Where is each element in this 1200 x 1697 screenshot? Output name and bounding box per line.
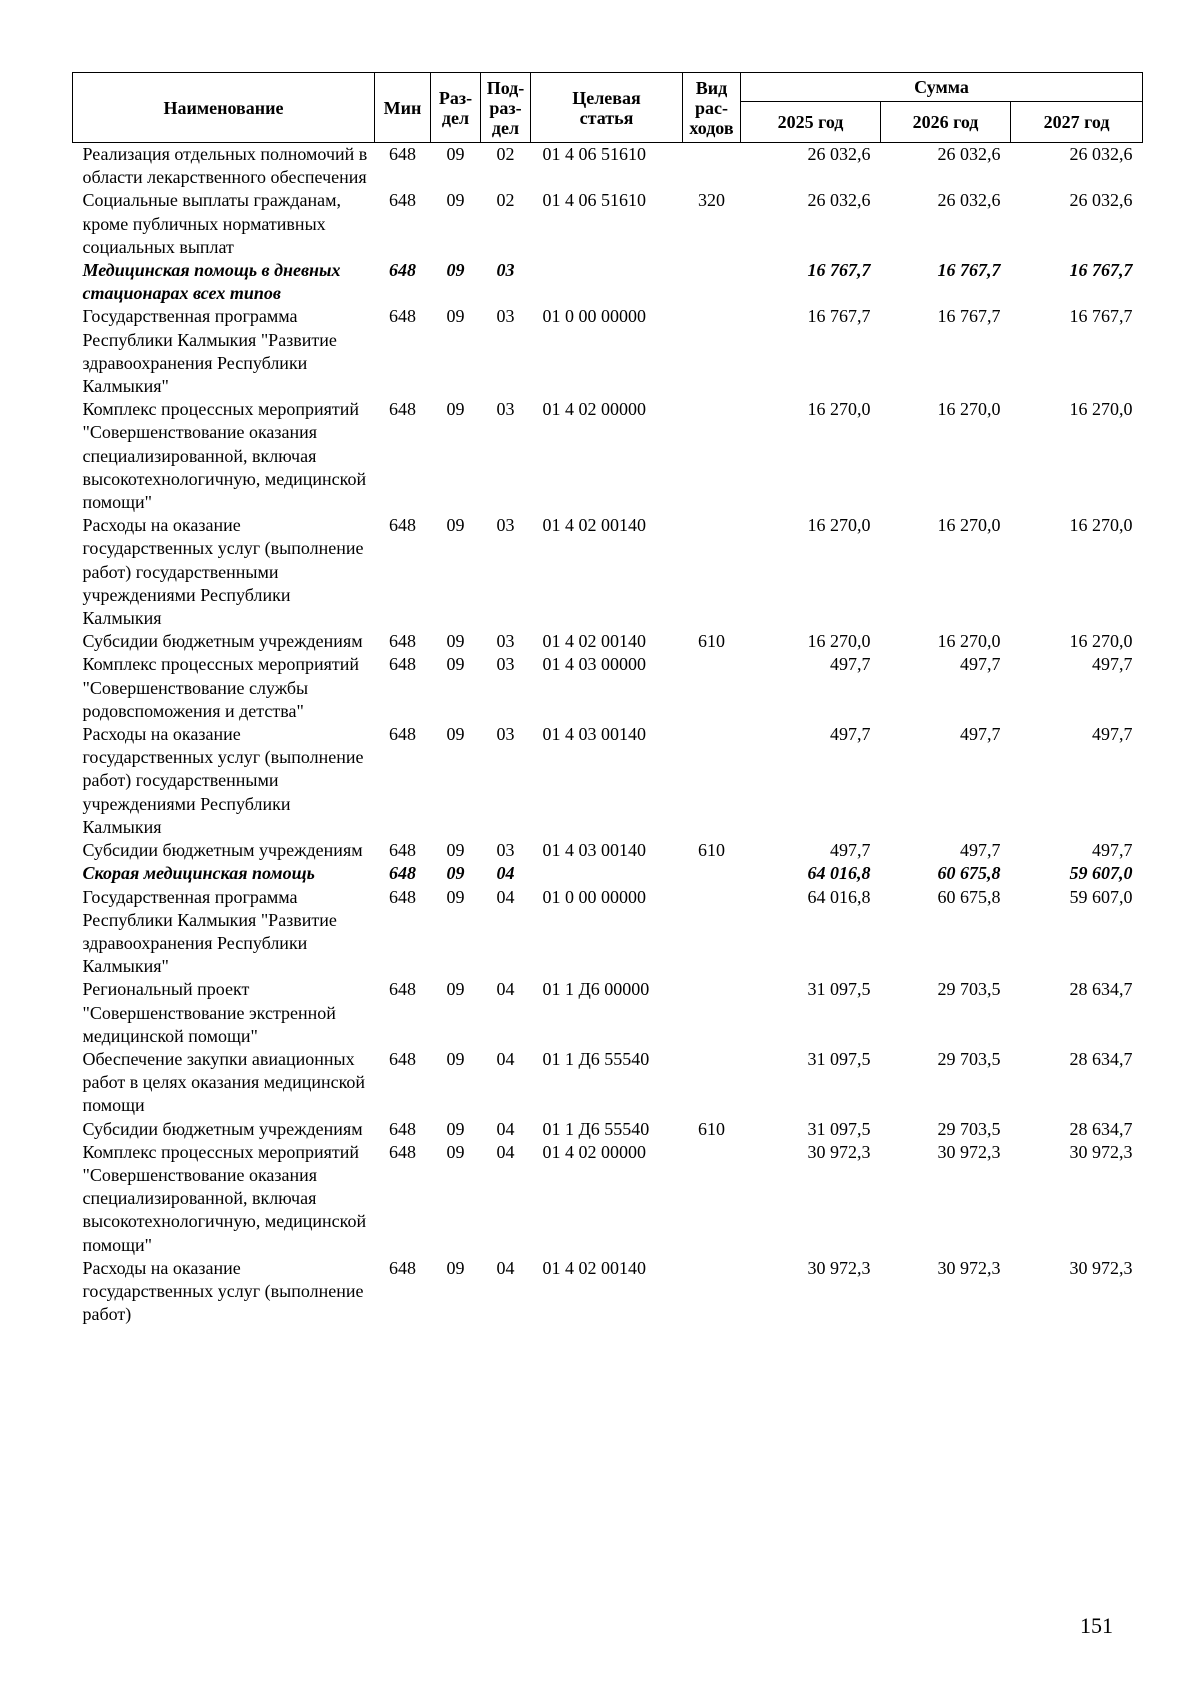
- row-podrazdel: 04: [496, 1048, 515, 1069]
- row-podrazdel: 02: [496, 190, 515, 211]
- table-row: [73, 514, 1143, 630]
- row-min: 648: [389, 654, 416, 675]
- row-name: Расходы на оказание государственных услуг (выполнение работ): [82, 1257, 364, 1325]
- row-razdel: 09: [446, 1257, 465, 1278]
- row-vid: [683, 259, 741, 305]
- row-vid: [683, 1141, 741, 1257]
- row-sum-2026: 30 972,3: [937, 1257, 1001, 1278]
- table-row: [73, 1118, 1143, 1141]
- row-sum-2026: 29 703,5: [937, 1118, 1001, 1139]
- row-sum-2026: 60 675,8: [937, 863, 1001, 884]
- row-sum-2027: 59 607,0: [1069, 886, 1133, 907]
- row-podrazdel: 04: [496, 1141, 515, 1162]
- row-podrazdel: 04: [496, 1257, 515, 1278]
- row-sum-2025: 64 016,8: [807, 863, 871, 884]
- row-celevaya: 01 1 Д6 55540: [542, 1048, 650, 1069]
- header-year-2027: 2027 год: [1011, 102, 1143, 143]
- header-razdel-text: Раз- дел: [438, 87, 473, 128]
- table-row: [73, 978, 1143, 1048]
- header-year-2025: 2025 год: [741, 102, 881, 143]
- row-name: Субсидии бюджетным учреждениям: [82, 631, 363, 652]
- row-sum-2026: 26 032,6: [937, 144, 1001, 164]
- row-sum-2025: 31 097,5: [807, 979, 871, 1000]
- row-celevaya: 01 4 06 51610: [542, 190, 646, 211]
- row-celevaya: 01 4 02 00140: [542, 515, 646, 536]
- row-podrazdel: 03: [496, 840, 515, 861]
- row-name: Реализация отдельных полномочий в области лекарственного обеспечения: [82, 144, 368, 188]
- row-sum-2027: 497,7: [1092, 840, 1133, 861]
- table-body: [73, 143, 1143, 1327]
- row-podrazdel: 03: [496, 515, 515, 536]
- row-podrazdel: 03: [496, 654, 515, 675]
- table-row: [73, 1141, 1143, 1257]
- budget-document-page: [72, 72, 1142, 1326]
- row-vid: [683, 1257, 741, 1327]
- row-min: 648: [389, 260, 416, 281]
- row-name: Медицинская помощь в дневных стационарах всех типов: [82, 260, 341, 304]
- row-min: 648: [389, 631, 416, 652]
- table-header: [73, 73, 1143, 143]
- row-sum-2027: 16 767,7: [1069, 306, 1133, 327]
- row-vid: [683, 514, 741, 630]
- row-min: 648: [389, 1048, 416, 1069]
- row-name: Государственная программа Республики Калмыкия "Развитие здравоохранения Республики Калмыкия": [82, 886, 337, 977]
- row-name: Комплекс процессных мероприятий "Совершенствование оказания специализированной, включая высокотехнологичную, медицинской помощи": [82, 399, 367, 513]
- row-razdel: 09: [446, 515, 465, 536]
- header-summa: Сумма: [741, 73, 1143, 102]
- row-podrazdel: 03: [496, 399, 515, 420]
- row-razdel: 09: [446, 654, 465, 675]
- table-row: [73, 723, 1143, 839]
- row-name: Расходы на оказание государственных услуг (выполнение работ) государственными учреждениями Республики Калмыкия: [82, 515, 364, 629]
- row-name: Скорая медицинская помощь: [82, 863, 315, 884]
- header-vid-text: Вид рас- ходов: [689, 77, 734, 138]
- row-name: Расходы на оказание государственных услуг (выполнение работ) государственными учреждениями Республики Калмыкия: [82, 724, 364, 837]
- row-sum-2025: 30 972,3: [807, 1257, 871, 1278]
- row-sum-2026: 29 703,5: [937, 1048, 1001, 1069]
- row-sum-2027: 16 270,0: [1069, 399, 1133, 420]
- row-podrazdel: 04: [496, 979, 515, 1000]
- header-year-2026: 2026 год: [881, 102, 1011, 143]
- row-sum-2025: 16 767,7: [807, 306, 871, 327]
- row-razdel: 09: [446, 190, 465, 211]
- row-sum-2026: 16 270,0: [937, 399, 1001, 420]
- row-min: 648: [389, 840, 416, 861]
- table-row: [73, 653, 1143, 723]
- header-name: Наименование: [73, 73, 375, 143]
- row-celevaya: [531, 259, 683, 305]
- row-sum-2026: 497,7: [960, 654, 1001, 675]
- row-celevaya: 01 4 03 00000: [542, 654, 646, 675]
- table-row: [73, 886, 1143, 979]
- table-row: [73, 305, 1143, 398]
- row-sum-2026: 16 270,0: [937, 631, 1001, 652]
- row-celevaya: 01 4 06 51610: [542, 144, 646, 164]
- row-name: Обеспечение закупки авиационных работ в целях оказания медицинской помощи: [82, 1048, 366, 1116]
- row-celevaya: 01 4 02 00000: [542, 1141, 646, 1162]
- row-sum-2027: 497,7: [1092, 724, 1133, 745]
- row-sum-2027: 16 270,0: [1069, 515, 1133, 536]
- row-podrazdel: 04: [496, 1118, 515, 1139]
- header-podrazdel: [481, 73, 531, 143]
- row-vid: [683, 978, 741, 1048]
- row-razdel: 09: [446, 306, 465, 327]
- row-sum-2025: 64 016,8: [807, 886, 871, 907]
- row-celevaya: 01 1 Д6 00000: [542, 979, 650, 1000]
- row-sum-2027: 16 767,7: [1069, 260, 1133, 281]
- row-name: Государственная программа Республики Калмыкия "Развитие здравоохранения Республики Калмыкия": [82, 306, 337, 397]
- row-sum-2027: 30 972,3: [1069, 1257, 1133, 1278]
- table-row: [73, 1257, 1143, 1327]
- row-razdel: 09: [446, 631, 465, 652]
- row-razdel: 09: [446, 724, 465, 745]
- row-sum-2025: 26 032,6: [807, 144, 871, 164]
- row-razdel: 09: [446, 979, 465, 1000]
- row-celevaya: 01 4 02 00140: [542, 1257, 646, 1278]
- row-celevaya: 01 4 02 00140: [542, 631, 646, 652]
- row-podrazdel: 03: [496, 631, 515, 652]
- row-vid: [683, 862, 741, 885]
- row-sum-2025: 16 270,0: [807, 631, 871, 652]
- row-sum-2026: 60 675,8: [937, 886, 1001, 907]
- row-podrazdel: 03: [496, 306, 515, 327]
- table-row: [73, 259, 1143, 305]
- row-sum-2025: 497,7: [830, 840, 871, 861]
- header-celevaya-text: Целевая статья: [572, 87, 641, 128]
- table-row: [73, 630, 1143, 653]
- row-sum-2027: 497,7: [1092, 654, 1133, 675]
- row-name: Комплекс процессных мероприятий "Совершенствование оказания специализированной, включая высокотехнологичную, медицинской помощи": [82, 1141, 367, 1255]
- row-sum-2025: 16 767,7: [807, 260, 871, 281]
- row-name: Комплекс процессных мероприятий "Совершенствование службы родовспоможения и детства": [82, 654, 360, 721]
- row-podrazdel: 03: [496, 724, 515, 745]
- row-sum-2026: 30 972,3: [937, 1141, 1001, 1162]
- row-name: Субсидии бюджетным учреждениям: [82, 1118, 363, 1139]
- row-razdel: 09: [446, 863, 465, 884]
- row-sum-2025: 16 270,0: [807, 515, 871, 536]
- row-razdel: 09: [446, 144, 465, 164]
- row-razdel: 09: [446, 886, 465, 907]
- row-sum-2025: 31 097,5: [807, 1048, 871, 1069]
- row-sum-2026: 497,7: [960, 724, 1001, 745]
- row-sum-2025: 30 972,3: [807, 1141, 871, 1162]
- row-min: 648: [389, 306, 416, 327]
- row-sum-2027: 28 634,7: [1069, 1048, 1133, 1069]
- row-vid: [683, 143, 741, 190]
- header-min: Мин: [375, 73, 431, 143]
- row-celevaya: 01 0 00 00000: [542, 886, 646, 907]
- page-number: 151: [1080, 1613, 1113, 1638]
- row-celevaya: 01 0 00 00000: [542, 306, 646, 327]
- header-celevaya: [531, 73, 683, 143]
- row-vid: [683, 723, 741, 839]
- row-min: 648: [389, 144, 416, 164]
- row-vid: [683, 305, 741, 398]
- row-sum-2027: 59 607,0: [1069, 863, 1133, 884]
- row-sum-2026: 497,7: [960, 840, 1001, 861]
- row-podrazdel: 04: [496, 863, 515, 884]
- row-min: 648: [389, 886, 416, 907]
- header-podrazdel-text: Под- раз- дел: [486, 77, 525, 138]
- row-min: 648: [389, 1118, 416, 1139]
- row-vid: [683, 398, 741, 514]
- row-sum-2027: 28 634,7: [1069, 1118, 1133, 1139]
- row-min: 648: [389, 515, 416, 536]
- row-razdel: 09: [446, 1141, 465, 1162]
- row-min: 648: [389, 1141, 416, 1162]
- header-razdel: [431, 73, 481, 143]
- row-min: 648: [389, 979, 416, 1000]
- row-sum-2025: 26 032,6: [807, 190, 871, 211]
- row-sum-2026: 16 767,7: [937, 260, 1001, 281]
- row-min: 648: [389, 190, 416, 211]
- row-sum-2027: 30 972,3: [1069, 1141, 1133, 1162]
- row-min: 648: [389, 1257, 416, 1278]
- row-sum-2025: 16 270,0: [807, 399, 871, 420]
- row-min: 648: [389, 724, 416, 745]
- row-name: Субсидии бюджетным учреждениям: [82, 840, 363, 861]
- row-sum-2026: 26 032,6: [937, 190, 1001, 211]
- row-sum-2027: 28 634,7: [1069, 979, 1133, 1000]
- row-celevaya: 01 4 03 00140: [542, 840, 646, 861]
- row-min: 648: [389, 399, 416, 420]
- row-vid: 320: [698, 190, 725, 211]
- row-podrazdel: 04: [496, 886, 515, 907]
- budget-table: [72, 72, 1143, 1326]
- table-row: [73, 839, 1143, 862]
- table-row: [73, 189, 1143, 259]
- row-sum-2025: 497,7: [830, 724, 871, 745]
- row-podrazdel: 03: [496, 260, 515, 281]
- row-sum-2025: 497,7: [830, 654, 871, 675]
- row-celevaya: 01 4 02 00000: [542, 399, 646, 420]
- header-vid: [683, 73, 741, 143]
- row-razdel: 09: [446, 1118, 465, 1139]
- row-sum-2025: 31 097,5: [807, 1118, 871, 1139]
- row-name: Региональный проект "Совершенствование экстренной медицинской помощи": [82, 979, 336, 1046]
- row-razdel: 09: [446, 260, 465, 281]
- row-sum-2026: 29 703,5: [937, 979, 1001, 1000]
- row-celevaya: [531, 862, 683, 885]
- row-vid: 610: [698, 840, 725, 861]
- row-sum-2027: 26 032,6: [1069, 144, 1133, 164]
- row-sum-2026: 16 767,7: [937, 306, 1001, 327]
- row-vid: [683, 653, 741, 723]
- table-row: [73, 143, 1143, 190]
- row-vid: [683, 886, 741, 979]
- row-podrazdel: 02: [496, 144, 515, 164]
- row-vid: 610: [698, 1118, 725, 1139]
- row-sum-2027: 26 032,6: [1069, 190, 1133, 211]
- row-name: Социальные выплаты гражданам, кроме публичных нормативных социальных выплат: [82, 190, 341, 257]
- table-row: [73, 398, 1143, 514]
- row-razdel: 09: [446, 399, 465, 420]
- row-sum-2026: 16 270,0: [937, 515, 1001, 536]
- row-vid: 610: [698, 631, 725, 652]
- row-sum-2027: 16 270,0: [1069, 631, 1133, 652]
- table-row: [73, 862, 1143, 885]
- row-celevaya: 01 1 Д6 55540: [542, 1118, 650, 1139]
- table-row: [73, 1048, 1143, 1118]
- row-celevaya: 01 4 03 00140: [542, 724, 646, 745]
- row-razdel: 09: [446, 1048, 465, 1069]
- row-min: 648: [389, 863, 416, 884]
- row-razdel: 09: [446, 840, 465, 861]
- row-vid: [683, 1048, 741, 1118]
